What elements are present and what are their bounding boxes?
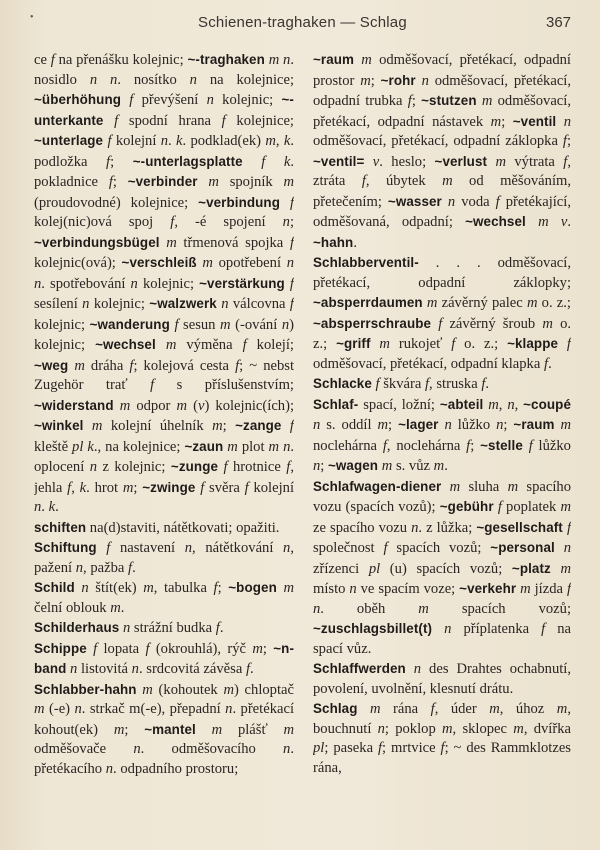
entry-schlag: Schlag m rána f, úder m, úhoz m, bouchnutí n; poklop m, sklopec m, dvířka pl; paseka f; mrtvice f; ~ des Rammklotzes rána, (313, 701, 571, 776)
running-title: Schienen-traghaken — Schlag (198, 14, 407, 31)
corner-mark: • (30, 12, 34, 23)
page-header (0, 10, 600, 38)
entry-schlacke: Schlacke f škvára f, struska f. (313, 376, 490, 392)
entry-schiftung: Schiftung f nastavení n, nátětkování n, pažení n, pažba f. (34, 540, 294, 576)
entry-schlaffwerden: Schlaffwerden n des Drahtes ochabnutí, povolení, uvolnění, klesnutí drátu. (313, 661, 571, 697)
entry-schienen-continuation: ce f na přenášku kolejnic; ~-traghaken m n. nosidlo n n. nosítko n na kolejnice; ~überhöhung f převýšení n kolejnic; ~-unterkante f spodní hrana f kolejnice; ~unterlage f kolejní n. k. podklad(ek) m, k. podložka f; ~-unterlagsplatte f k. pokladnice f; ~verbinder m spojník m (proudovodné) kolejnice; ~verbindung f kolej(nic)ová spoj f, -é spojení n; ~verbindungsbügel m třmenová spojka f kolejnic(ová); ~verschleiß m opotřebení n n. spotřebování n kolejnic; ~verstärkung f sesílení n kolejnic; ~walzwerk n válcovna f kolejnic; ~wanderung f sesun m (-ování n) kolejnic; ~wechsel m výměna f kolejí; ~weg m dráha f; kolejová cesta f; ~ nebst Zugehör trať f s příslušenstvím; ~widerstand m odpor m (v) kolejnic(ích); ~winkel m kolejní úhelník m; ~zange f kleště pl k., na kolejnice; ~zaun m plot m n. oplocení n z kolejnic; ~zunge f hrotnice f, jehla f, k. hrot m; ~zwinge f svěra f kolejní n. k. (34, 52, 294, 515)
entry-schippe: Schippe f lopata f (okrouhlá), rýč m; ~n-band n listovitá n. srdcovitá závěsa f. (34, 640, 294, 677)
left-column (34, 50, 294, 840)
entry-schilderhaus: Schilderhaus n strážní budka f. (34, 620, 224, 636)
entry-schlabberventil: Schlabberventil- . . . odměšovací, přetékací, odpadní záklopky; ~absperrdaumen m závěrný palec m o. z.; ~absperrschraube f závěrný šroub m o. z.; ~griff m rukojeť f o. z.; ~klappe f odměšovací, přetékací, odpadní klapka f. (313, 255, 571, 372)
entry-schild: Schild n štít(ek) m, tabulka f; ~bogen m čelní oblouk m. (34, 580, 294, 616)
right-column (313, 50, 571, 840)
entry-schiften: schiften na(d)staviti, nátětkovati; opažiti. (34, 519, 280, 536)
page-number: 367 (546, 14, 572, 31)
entry-schlabber-hahn: Schlabber-hahn m (kohoutek m) chloptač m (-e) n. strkač m(-e), přepadní n. přetékací kohout(ek) m; ~mantel m plášť m odměšovače n. odměšovacího n. přetékacího n. odpadního prostoru; (34, 681, 294, 777)
entry-schlafwagen-diener: Schlafwagen-diener m sluha m spacího vozu (spacích vozů); ~gebühr f poplatek m ze spacího vozu n. z lůžka; ~gesellschaft f společnost f spacích vozů; ~personal n zřízenci pl (u) spacích vozů; ~platz m místo n ve spacím voze; ~verkehr m jízda f n. oběh m spacích vozů; ~zuschlagsbillet(t) n příplatenka f na spací vůz. (313, 478, 571, 657)
entry-schlabber-raum: ~raum m odměšovací, přetékací, odpadní prostor m; ~rohr n odměšovací, přetékací, odpadní trubka f; ~stutzen m odměšovací, přetékací, odpadní nástavek m; ~ventil n odměšovací, přetékací, odpadní záklopka f; ~ventil= v. heslo; ~verlust m výtrata f, ztráta f, úbytek m od měšováním, přetečením; ~wasser n voda f přetékající, odměšovaná, odpadní; ~wechsel m v. ~hahn. (313, 52, 571, 251)
entry-schlaf: Schlaf- spací, ložní; ~abteil m, n, ~coupé n s. oddíl m; ~lager n lůžko n; ~raum m noclehárna f, noclehárna f; ~stelle f lůžko n; ~wagen m s. vůz m. (313, 396, 571, 474)
